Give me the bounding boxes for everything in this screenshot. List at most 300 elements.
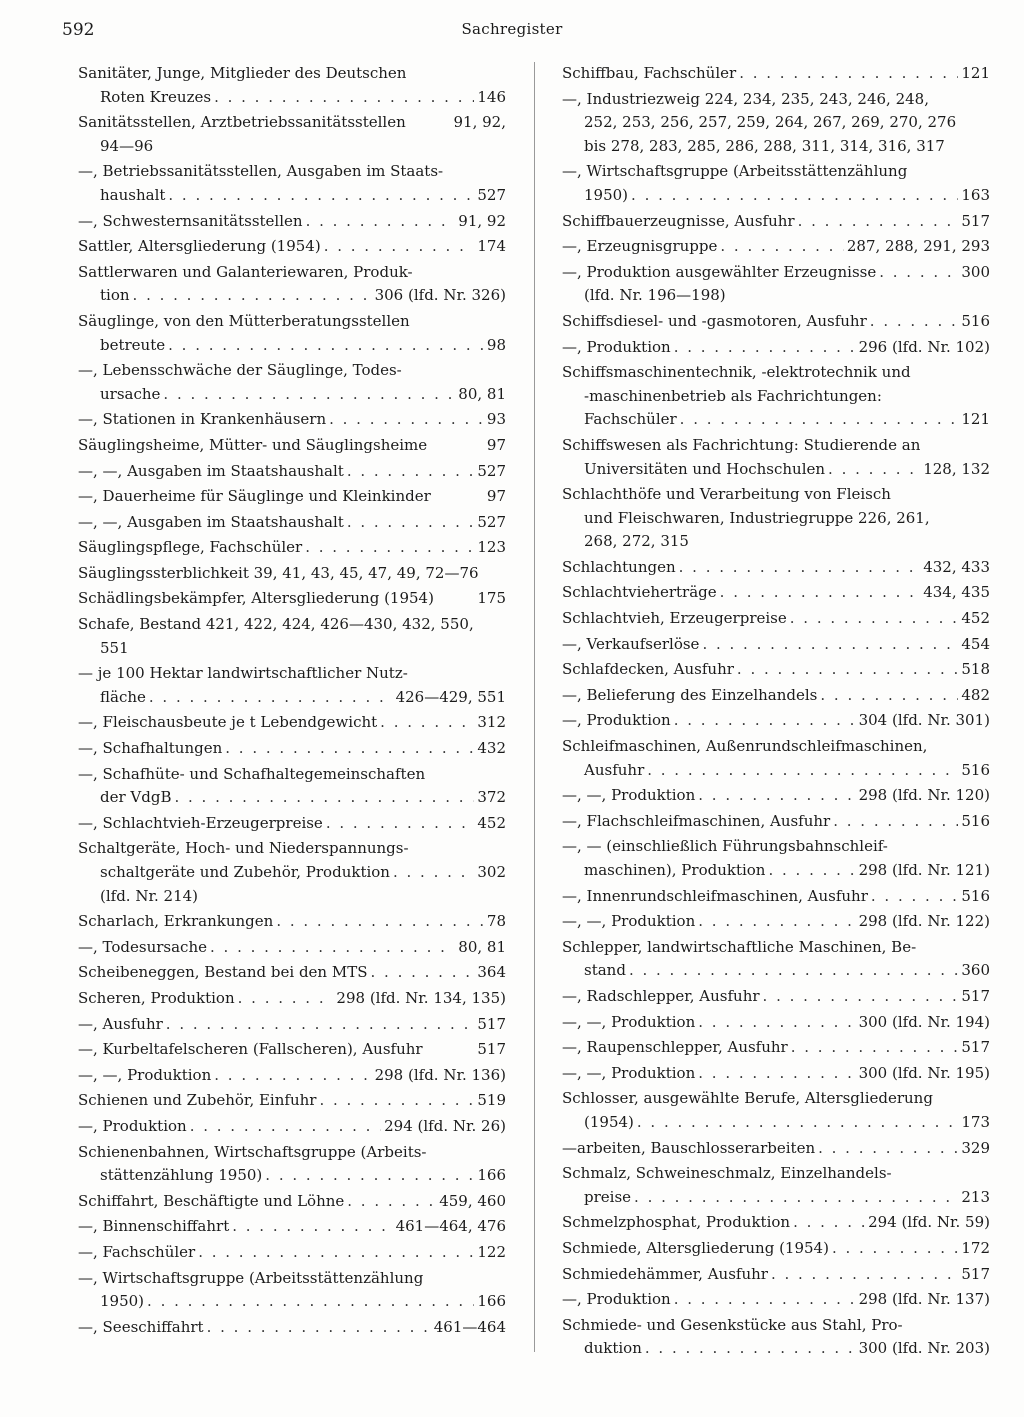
entry-text: Säuglinge, von den Mütterberatungsstellen <box>78 311 410 330</box>
dot-leader <box>232 1215 392 1239</box>
index-line <box>78 837 506 861</box>
index-line <box>78 1215 506 1239</box>
index-line <box>562 1111 990 1135</box>
page-reference: 173 <box>961 1112 990 1131</box>
index-line <box>562 1162 990 1186</box>
entry-text: 252, 253, 256, 257, 259, 264, 267, 269, 270, 276 <box>584 113 957 132</box>
dot-leader <box>305 536 474 560</box>
dot-leader <box>698 910 855 934</box>
dot-leader <box>645 1337 856 1361</box>
entry-text: 1950) <box>584 185 629 204</box>
entry-text: Schleifmaschinen, Außenrundschleifmaschinen, <box>562 737 928 756</box>
page-reference: 360 <box>961 961 990 980</box>
page-reference: 146 <box>477 87 506 106</box>
entry-text: Schiffsdiesel- und -gasmotoren, Ausfuhr <box>562 311 867 330</box>
index-line <box>562 1237 990 1261</box>
page-reference: 123 <box>477 538 506 557</box>
entry-text: -maschinenbetrieb als Fachrichtungen: <box>584 386 882 405</box>
dot-leader <box>225 737 474 761</box>
index-line <box>562 985 990 1009</box>
index-line <box>78 135 506 159</box>
index-line <box>78 284 506 308</box>
index-line <box>562 310 990 334</box>
index-line <box>78 261 506 285</box>
index-entry <box>78 587 506 611</box>
page-reference: 298 (lfd. Nr. 137) <box>858 1290 990 1309</box>
entry-text: —, Binnenschiffahrt <box>78 1217 230 1236</box>
entry-text: betreute <box>100 335 166 354</box>
dot-leader <box>276 910 484 934</box>
running-head: Sachregister <box>461 20 563 38</box>
page-reference: 91, 92, <box>453 113 506 132</box>
entry-text: —, Produktion <box>562 711 671 730</box>
index-line <box>78 460 506 484</box>
dot-leader <box>198 1241 474 1265</box>
entry-text: Scharlach, Erkrankungen <box>78 912 274 931</box>
index-line <box>78 763 506 787</box>
index-line <box>562 1337 990 1361</box>
page-reference: 516 <box>961 311 990 330</box>
entry-text: —, Wirtschaftsgruppe (Arbeitsstättenzählung <box>562 162 908 181</box>
index-line <box>562 556 990 580</box>
dot-leader <box>371 961 475 985</box>
entry-text: Schädlingsbekämpfer, Altersgliederung (1954) <box>78 589 434 608</box>
dot-leader <box>768 859 855 883</box>
dot-leader <box>174 786 474 810</box>
index-entry <box>78 160 506 207</box>
index-line <box>78 210 506 234</box>
index-line <box>562 1314 990 1338</box>
index-line <box>562 607 990 631</box>
page-reference: 517 <box>961 1038 990 1057</box>
entry-text: Schiffsmaschinentechnik, -elektrotechnik und <box>562 363 911 382</box>
index-entry <box>78 235 506 259</box>
index-entry <box>562 633 990 657</box>
dot-leader <box>832 1237 958 1261</box>
page-reference: 121 <box>961 410 990 429</box>
index-entry <box>78 310 506 357</box>
index-entry <box>78 562 506 586</box>
entry-text: 1950) <box>100 1292 145 1311</box>
page-reference: 454 <box>961 634 990 653</box>
index-entry <box>562 735 990 782</box>
page-reference: 527 <box>477 461 506 480</box>
page-reference: 97 <box>486 435 506 454</box>
index-line <box>562 507 990 531</box>
entry-text: Schlachtvieherträge <box>562 583 717 602</box>
page-number: 592 <box>62 20 95 40</box>
index-entry <box>562 709 990 733</box>
entry-text: —, Belieferung des Einzelhandels <box>562 685 818 704</box>
index-line <box>562 959 990 983</box>
entry-text: Schlachtungen <box>562 557 676 576</box>
index-column-left <box>78 62 506 1341</box>
dot-leader <box>679 556 921 580</box>
index-entry <box>562 1087 990 1134</box>
index-line <box>78 1064 506 1088</box>
entry-text: —, Dauerheime für Säuglinge und Kleinkinder <box>78 487 431 506</box>
page-reference: 298 (lfd. Nr. 120) <box>858 786 990 805</box>
entry-text: 268, 272, 315 <box>584 532 689 551</box>
dot-leader <box>149 686 393 710</box>
index-line <box>78 184 506 208</box>
index-entry <box>78 1141 506 1188</box>
index-entry <box>562 1011 990 1035</box>
column-divider <box>534 62 535 1352</box>
dot-leader <box>720 235 843 259</box>
index-line <box>562 684 990 708</box>
entry-text: —, Radschlepper, Ausfuhr <box>562 986 760 1005</box>
index-line <box>78 637 506 661</box>
index-entry <box>562 1062 990 1086</box>
index-entry <box>562 88 990 159</box>
index-line <box>562 633 990 657</box>
entry-text: —arbeiten, Bauschlosserarbeiten <box>562 1138 816 1157</box>
index-entry <box>78 62 506 109</box>
index-line <box>562 210 990 234</box>
entry-text: bis 278, 283, 285, 286, 288, 311, 314, 316, 317 <box>584 136 945 155</box>
index-line <box>78 885 506 909</box>
index-entry <box>562 235 990 259</box>
index-line <box>562 1288 990 1312</box>
index-entry <box>78 763 506 810</box>
dot-leader <box>147 1290 474 1314</box>
index-entry <box>78 1215 506 1239</box>
entry-text: Scheren, Produktion <box>78 988 235 1007</box>
entry-text: —, Produktion <box>562 1290 671 1309</box>
entry-text: —, Kurbeltafelscheren (Fallscheren), Ausfuhr <box>78 1040 423 1059</box>
index-line <box>78 961 506 985</box>
entry-text: Schmalz, Schweineschmalz, Einzelhandels- <box>562 1164 892 1183</box>
page-reference: 516 <box>961 760 990 779</box>
dot-leader <box>214 1064 371 1088</box>
entry-text: —, Lebensschwäche der Säuglinge, Todes- <box>78 361 402 380</box>
dot-leader <box>637 1111 958 1135</box>
index-entry <box>78 987 506 1011</box>
index-entry <box>78 1038 506 1062</box>
dot-leader <box>833 810 958 834</box>
index-line <box>562 581 990 605</box>
index-line <box>562 88 990 112</box>
page-reference: 372 <box>477 788 506 807</box>
entry-text: —, —, Produktion <box>562 1012 696 1031</box>
page-reference: 300 (lfd. Nr. 194) <box>858 1012 990 1031</box>
entry-text: —, Schafhüte- und Schafhaltegemeinschaften <box>78 764 426 783</box>
page-reference: 364 <box>477 963 506 982</box>
entry-text: —, Schwesternsanitätsstellen <box>78 211 303 230</box>
entry-text: —, Fachschüler <box>78 1242 196 1261</box>
page-reference: 163 <box>961 185 990 204</box>
dot-leader <box>133 284 372 308</box>
page-reference: 516 <box>961 886 990 905</box>
index-line <box>562 261 990 285</box>
page-reference: 452 <box>477 813 506 832</box>
dot-leader <box>631 184 958 208</box>
dot-leader <box>629 959 958 983</box>
dot-leader <box>698 784 855 808</box>
index-line <box>78 1267 506 1291</box>
page-reference: 304 (lfd. Nr. 301) <box>858 711 990 730</box>
index-entry <box>78 511 506 535</box>
index-entry <box>78 460 506 484</box>
index-line <box>562 735 990 759</box>
dot-leader <box>166 1013 475 1037</box>
entry-text: —, Fleischausbeute je t Lebendgewicht <box>78 713 378 732</box>
index-line <box>78 334 506 358</box>
entry-text: Schiffahrt, Beschäftigte und Löhne <box>78 1191 345 1210</box>
entry-text: Schlachtvieh, Erzeugerpreise <box>562 609 787 628</box>
index-line <box>78 613 506 637</box>
index-line <box>562 62 990 86</box>
entry-text: 94—96 <box>100 136 154 155</box>
dot-leader <box>393 861 474 885</box>
page-reference: 91, 92 <box>458 211 506 230</box>
page-reference: 93 <box>486 410 506 429</box>
index-entry <box>78 210 506 234</box>
page-reference: 459, 460 <box>439 1191 506 1210</box>
dot-leader <box>793 1211 865 1235</box>
index-entry <box>562 1288 990 1312</box>
page-reference: 175 <box>477 589 506 608</box>
entry-text: Schiffbau, Fachschüler <box>562 64 737 82</box>
dot-leader <box>634 1186 958 1210</box>
index-entry <box>562 607 990 631</box>
dot-leader <box>347 511 475 535</box>
index-line <box>562 284 990 308</box>
index-line <box>78 1089 506 1113</box>
index-line <box>562 835 990 859</box>
dot-leader <box>210 936 455 960</box>
index-entry <box>78 812 506 836</box>
dot-leader <box>265 1164 474 1188</box>
dot-leader <box>207 1316 431 1340</box>
entry-text: Schlachthöfe und Verarbeitung von Fleisch <box>562 485 891 504</box>
entry-text: —, Schlachtvieh-Erzeugerpreise <box>78 813 323 832</box>
entry-text: —, Erzeugnisgruppe <box>562 237 718 256</box>
index-entry <box>562 684 990 708</box>
index-entry <box>78 737 506 761</box>
index-entry <box>562 936 990 983</box>
entry-text: —, Verkaufserlöse <box>562 634 700 653</box>
index-line <box>562 910 990 934</box>
index-line <box>562 784 990 808</box>
index-line <box>78 711 506 735</box>
entry-text: —, Todesursache <box>78 937 207 956</box>
index-line <box>562 336 990 360</box>
index-entry <box>78 1115 506 1139</box>
entry-text: Säuglingspflege, Fachschüler <box>78 538 303 557</box>
page-reference: 461—464 <box>433 1317 506 1336</box>
index-line <box>562 1011 990 1035</box>
page-reference: 302 <box>477 863 506 881</box>
dot-leader <box>238 987 334 1011</box>
dot-leader <box>347 460 475 484</box>
index-line <box>78 686 506 710</box>
entry-text: (lfd. Nr. 214) <box>100 886 199 905</box>
dot-leader <box>329 408 484 432</box>
entry-text: Säuglingsheime, Mütter- und Säuglingsheime <box>78 435 428 454</box>
entry-text: —, Produktion ausgewählter Erzeugnisse <box>562 262 877 281</box>
index-line <box>562 235 990 259</box>
entry-text: tion <box>100 286 130 305</box>
index-entry <box>78 910 506 934</box>
entry-text: Fachschüler <box>584 410 677 429</box>
index-line <box>78 160 506 184</box>
index-entry <box>78 613 506 660</box>
page-reference: 174 <box>477 237 506 256</box>
page-reference: 426—429, 551 <box>395 687 506 706</box>
dot-leader <box>647 759 958 783</box>
entry-text: Sanitätsstellen, Arztbetriebssanitätsstellen <box>78 113 406 132</box>
page-reference: 517 <box>961 211 990 230</box>
dot-leader <box>680 408 959 432</box>
index-line <box>78 434 506 458</box>
index-line <box>562 1036 990 1060</box>
index-line <box>78 62 506 86</box>
dot-leader <box>168 184 474 208</box>
index-entry <box>78 711 506 735</box>
entry-text: und Fleischwaren, Industriegruppe 226, 261, <box>584 508 930 527</box>
index-entry <box>78 961 506 985</box>
index-line <box>78 861 506 885</box>
index-entry <box>562 62 990 86</box>
index-entry <box>78 434 506 458</box>
page-reference: 121 <box>961 64 990 82</box>
entry-text: —, —, Produktion <box>562 912 696 931</box>
dot-leader <box>720 581 921 605</box>
index-line <box>562 1211 990 1235</box>
dot-leader <box>771 1263 958 1287</box>
page-reference: 518 <box>961 660 990 679</box>
index-line <box>78 1141 506 1165</box>
index-line <box>78 786 506 810</box>
index-line <box>78 485 506 509</box>
index-entry <box>78 1089 506 1113</box>
page-reference: 432, 433 <box>923 557 990 576</box>
page-reference: 98 <box>486 335 506 354</box>
index-line <box>78 562 506 586</box>
index-entry <box>562 985 990 1009</box>
index-line <box>78 1316 506 1340</box>
index-line <box>78 1290 506 1314</box>
entry-text: Schienenbahnen, Wirtschaftsgruppe (Arbeits- <box>78 1142 427 1161</box>
index-line <box>78 587 506 611</box>
index-line <box>562 385 990 409</box>
entry-text: Universitäten und Hochschulen <box>584 459 826 478</box>
dot-leader <box>698 1011 855 1035</box>
index-line <box>562 759 990 783</box>
index-line <box>78 1190 506 1214</box>
index-line <box>562 408 990 432</box>
index-entry <box>562 434 990 481</box>
entry-text: Scheibeneggen, Bestand bei den MTS <box>78 963 368 982</box>
index-entry <box>562 483 990 554</box>
page-reference: 527 <box>477 185 506 204</box>
entry-text: Schmiede, Altersgliederung (1954) <box>562 1238 829 1257</box>
index-line <box>78 1115 506 1139</box>
index-entry <box>78 408 506 432</box>
entry-text: —, Flachschleifmaschinen, Ausfuhr <box>562 811 831 830</box>
entry-text: —, Betriebssanitätsstellen, Ausgaben im Staats- <box>78 162 444 181</box>
index-line <box>562 1087 990 1111</box>
page-reference: 452 <box>961 609 990 628</box>
index-entry <box>78 111 506 158</box>
page-reference: 300 (lfd. Nr. 203) <box>858 1339 990 1358</box>
page-reference: 306 (lfd. Nr. 326) <box>374 286 506 305</box>
page-reference: 482 <box>961 685 990 704</box>
index-entry <box>562 261 990 308</box>
dot-leader <box>347 1190 436 1214</box>
dot-leader <box>168 334 484 358</box>
index-line <box>562 483 990 507</box>
page-reference: 298 (lfd. Nr. 134, 135) <box>336 988 506 1007</box>
entry-text: stand <box>584 961 626 980</box>
index-entry <box>78 485 506 509</box>
dot-leader <box>791 1036 959 1060</box>
index-line <box>78 511 506 535</box>
index-entry <box>562 361 990 432</box>
entry-text: Säuglingssterblichkeit 39, 41, 43, 45, 47, 49, 72—76 <box>78 563 479 582</box>
entry-text: Sattlerwaren und Galanteriewaren, Produk- <box>78 262 413 281</box>
index-line <box>78 1164 506 1188</box>
index-line <box>78 111 506 135</box>
index-entry <box>78 1190 506 1214</box>
index-line <box>562 184 990 208</box>
index-entry <box>78 936 506 960</box>
page-reference: 517 <box>477 1040 506 1059</box>
entry-text: Schmiedehämmer, Ausfuhr <box>562 1264 768 1283</box>
dot-leader <box>871 885 958 909</box>
index-entry <box>78 837 506 908</box>
index-line <box>78 910 506 934</box>
index-line <box>78 812 506 836</box>
page-reference: 461—464, 476 <box>395 1217 506 1236</box>
index-line <box>562 885 990 909</box>
dot-leader <box>674 1288 856 1312</box>
index-entry <box>562 1237 990 1261</box>
dot-leader <box>674 709 856 733</box>
index-entry <box>78 1064 506 1088</box>
entry-text: haushalt <box>100 185 166 204</box>
entry-text: stättenzählung 1950) <box>100 1166 263 1185</box>
index-line <box>562 434 990 458</box>
page-reference: 516 <box>961 811 990 830</box>
entry-text: preise <box>584 1187 632 1206</box>
page-reference: 166 <box>477 1292 506 1311</box>
index-entry <box>562 810 990 834</box>
page-reference: 128, 132 <box>923 459 990 478</box>
index-entry <box>562 910 990 934</box>
entry-text: —, —, Ausgaben im Staatshaushalt <box>78 461 344 480</box>
entry-text: Schiffswesen als Fachrichtung: Studierende an <box>562 435 921 454</box>
dot-leader <box>818 1137 958 1161</box>
page-reference: 78 <box>486 912 506 931</box>
index-entry <box>78 536 506 560</box>
index-entry <box>78 1013 506 1037</box>
index-entry <box>78 261 506 308</box>
entry-text: —, Ausfuhr <box>78 1014 163 1033</box>
index-line <box>78 408 506 432</box>
entry-text: —, —, Produktion <box>78 1065 212 1084</box>
index-line <box>562 160 990 184</box>
dot-leader <box>702 633 958 657</box>
index-line <box>562 530 990 554</box>
index-entry <box>562 581 990 605</box>
page-reference: 122 <box>477 1242 506 1261</box>
index-line <box>562 1186 990 1210</box>
entry-text: Schaltgeräte, Hoch- und Niederspannungs- <box>78 839 409 858</box>
index-line <box>562 658 990 682</box>
